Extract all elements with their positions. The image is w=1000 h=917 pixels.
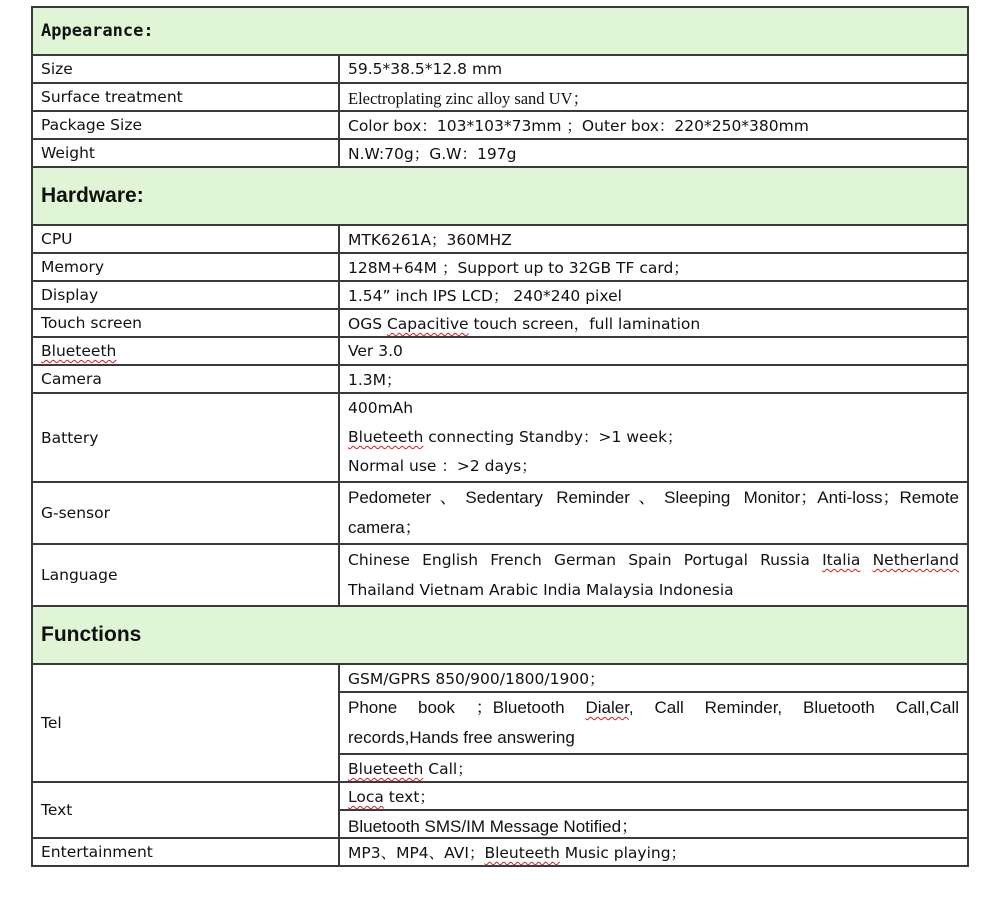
- section-functions-row: [32, 606, 968, 664]
- table-row: [32, 664, 968, 692]
- touch-label: Touch screen: [32, 309, 339, 337]
- text-label: Text: [32, 782, 339, 838]
- package-value: Color box：103*103*73mm ；Outer box：220*250*380mm: [339, 111, 968, 139]
- language-post: Thailand Vietnam Arabic India Malaysia Indonesia: [348, 581, 734, 599]
- table-row: [32, 544, 968, 606]
- gsensor-value: Pedometer、Sedentary Reminder、Sleeping Monitor；Anti-loss；Remote camera；: [339, 482, 968, 544]
- entertainment-misspelled: Bleuteeth: [484, 844, 560, 862]
- bluetooth-label: [32, 337, 339, 365]
- language-misspelled-2: Netherland: [872, 551, 959, 569]
- section-appearance-title: Appearance:: [32, 7, 968, 55]
- bluetooth-value: Ver 3.0: [339, 337, 968, 365]
- battery-value: [339, 393, 968, 482]
- tel-label: Tel: [32, 664, 339, 782]
- battery-line-1: 400mAh: [348, 399, 414, 417]
- weight-value: N.W:70g；G.W：197g: [339, 139, 968, 167]
- language-value: [339, 544, 968, 606]
- battery-line-3: Normal use ：>2 days；: [348, 457, 537, 475]
- tel-value-1: GSM/GPRS 850/900/1800/1900；: [339, 664, 968, 692]
- size-label: Size: [32, 55, 339, 83]
- text-line-1-rest: text；: [383, 788, 435, 806]
- text-line-1-misspelled: Loca: [348, 788, 384, 806]
- section-hardware-title: Hardware:: [32, 167, 968, 225]
- tel-line-3-rest: Call；: [423, 760, 473, 778]
- section-functions-title: Functions: [32, 606, 968, 664]
- entertainment-post: Music playing；: [559, 844, 687, 862]
- battery-line-2-rest: connecting Standby：>1 week；: [423, 428, 683, 446]
- tel-line-3-misspelled: Blueteeth: [348, 760, 424, 778]
- display-value: 1.54” inch IPS LCD； 240*240 pixel: [339, 281, 968, 309]
- entertainment-label: Entertainment: [32, 838, 339, 866]
- package-label: Package Size: [32, 111, 339, 139]
- touch-misspelled: Capacitive: [386, 315, 469, 333]
- tel-line-2-post: , Call Reminder, Bluetooth Call,Call records,Hands free answering: [348, 698, 959, 747]
- memory-value: 128M+64M ；Support up to 32GB TF card；: [339, 253, 968, 281]
- display-label: Display: [32, 281, 339, 309]
- tel-line-2-misspelled: Dialer: [585, 698, 629, 717]
- surface-value: Electroplating zinc alloy sand UV；: [339, 83, 968, 111]
- table-row: [32, 111, 968, 139]
- memory-label: Memory: [32, 253, 339, 281]
- table-row: [32, 838, 968, 866]
- section-appearance-row: [32, 7, 968, 55]
- cpu-label: CPU: [32, 225, 339, 253]
- cpu-value: MTK6261A；360MHZ: [339, 225, 968, 253]
- text-value-1: [339, 782, 968, 810]
- tel-value-3: [339, 754, 968, 782]
- section-hardware-row: [32, 167, 968, 225]
- table-row: [32, 55, 968, 83]
- weight-label: Weight: [32, 139, 339, 167]
- language-mid: [860, 551, 872, 569]
- text-value-2: Bluetooth SMS/IM Message Notified；: [339, 810, 968, 838]
- spec-table: [31, 6, 969, 867]
- battery-line-2: [348, 423, 967, 452]
- language-label: Language: [32, 544, 339, 606]
- touch-post: touch screen，full lamination: [468, 315, 701, 333]
- table-row: [32, 309, 968, 337]
- touch-value: [339, 309, 968, 337]
- entertainment-value: [339, 838, 968, 866]
- table-row: [32, 83, 968, 111]
- battery-label: Battery: [32, 393, 339, 482]
- table-row: [32, 225, 968, 253]
- entertainment-pre: MP3、MP4、AVI；: [348, 844, 485, 862]
- table-row: [32, 253, 968, 281]
- table-row: [32, 393, 968, 482]
- battery-line-2-misspelled: Blueteeth: [348, 428, 424, 446]
- gsensor-label: G-sensor: [32, 482, 339, 544]
- tel-line-2-pre: Phone book ；Bluetooth: [348, 698, 586, 717]
- table-row: [32, 337, 968, 365]
- table-row: [32, 365, 968, 393]
- table-row: [32, 139, 968, 167]
- size-value: 59.5*38.5*12.8 mm: [339, 55, 968, 83]
- camera-value: 1.3M；: [339, 365, 968, 393]
- surface-label: Surface treatment: [32, 83, 339, 111]
- tel-value-2: [339, 692, 968, 754]
- language-misspelled-1: Italia: [822, 551, 861, 569]
- language-pre: Chinese English French German Spain Portugal Russia: [348, 551, 823, 569]
- bluetooth-label-text: Blueteeth: [41, 342, 117, 360]
- touch-pre: OGS: [348, 315, 387, 333]
- table-row: [32, 482, 968, 544]
- table-row: [32, 782, 968, 810]
- table-row: [32, 281, 968, 309]
- camera-label: Camera: [32, 365, 339, 393]
